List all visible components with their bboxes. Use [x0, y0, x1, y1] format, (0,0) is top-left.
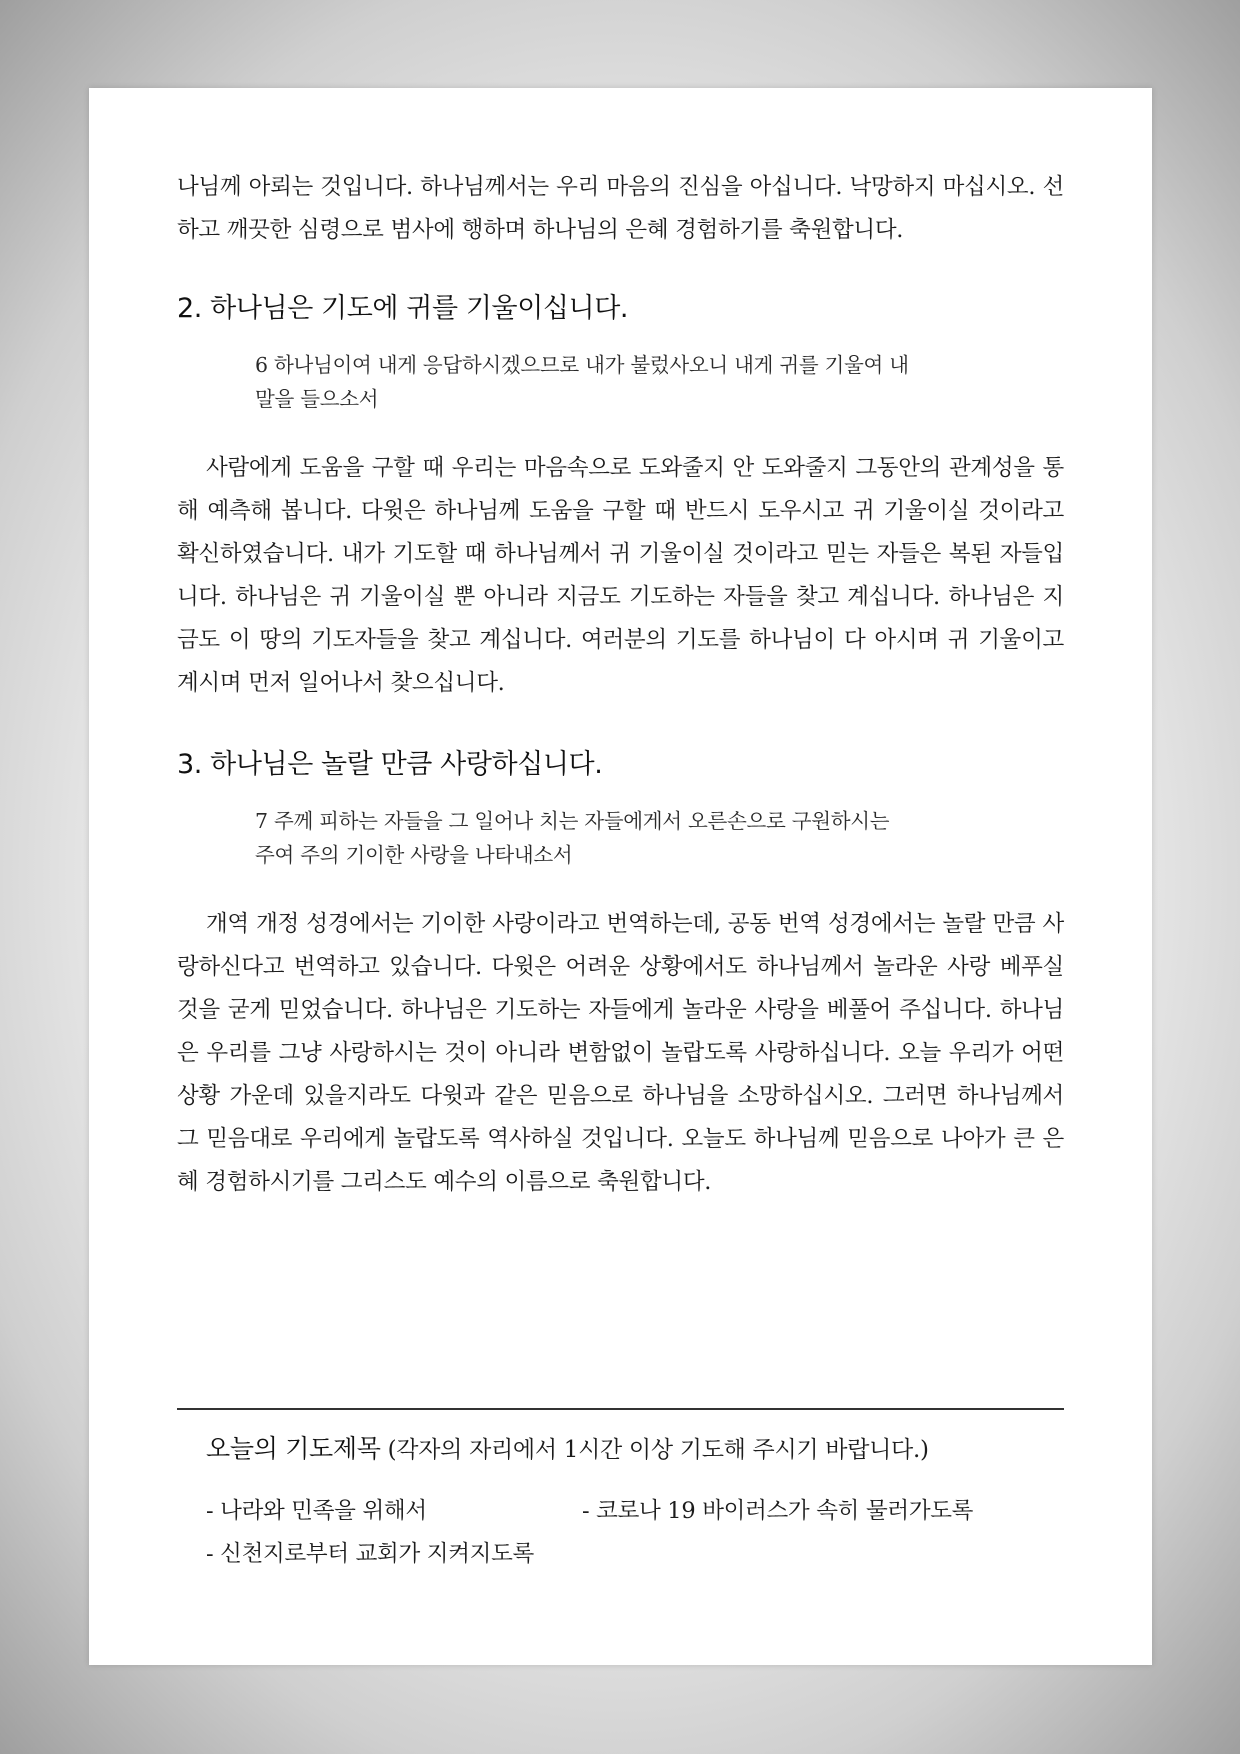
prayer-list [206, 1490, 1064, 1576]
sermon-content [177, 166, 1064, 1204]
section-2-heading: 2. 하나님은 기도에 귀를 기울이십니다. [177, 293, 629, 324]
scripture-line: 6 하나님이여 내게 응답하시겠으므로 내가 불렀사오니 내게 귀를 기울여 내 [255, 353, 909, 377]
prayer-subtitle: (각자의 자리에서 1시간 이상 기도해 주시기 바랍니다.) [387, 1437, 929, 1463]
prayer-requests-box [177, 1408, 1064, 1576]
prayer-item: - 나라와 민족을 위해서 [206, 1498, 427, 1524]
document-page [89, 88, 1152, 1665]
prayer-item: - 코로나 19 바이러스가 속히 물러가도록 [582, 1498, 974, 1524]
prayer-header [206, 1429, 1064, 1470]
section-3-scripture [177, 804, 1064, 872]
scripture-line: 주여 주의 기이한 사랑을 나타내소서 [255, 843, 573, 867]
section-2-scripture [177, 348, 1064, 416]
intro-paragraph: 나님께 아뢰는 것입니다. 하나님께서는 우리 마음의 진심을 아십니다. 낙망하지 마십시오. 선하고 깨끗한 심령으로 범사에 행하며 하나님의 은혜 경험하기를 축원합니다. [177, 174, 1064, 243]
section-3-heading: 3. 하나님은 놀랄 만큼 사랑하십니다. [177, 749, 603, 780]
prayer-title: 오늘의 기도제목 [206, 1434, 381, 1463]
section-2-body: 사람에게 도움을 구할 때 우리는 마음속으로 도와줄지 안 도와줄지 그동안의 관계성을 통해 예측해 봅니다. 다윗은 하나님께 도움을 구할 때 반드시 도우시고 귀 기울이실 것이라고 확신하였습니다. 내가 기도할 때 하나님께서 귀 기울이실 것이라고 믿는 자들은 복된 자들입니다. 하나님은 귀 기울이실 뿐 아니라 지금도 기도하는 자들을 찾고 계십니다. 하나님은 지금도 이 땅의 기도자들을 찾고 계십니다. 여러분의 기도를 하나님이 다 아시며 귀 기울이고 계시며 먼저 일어나서 찾으십니다. [177, 455, 1064, 696]
scripture-line: 말을 들으소서 [255, 387, 379, 411]
scripture-line: 7 주께 피하는 자들을 그 일어나 치는 자들에게서 오른손으로 구원하시는 [255, 809, 890, 833]
section-3-body: 개역 개정 성경에서는 기이한 사랑이라고 번역하는데, 공동 번역 성경에서는 놀랄 만큼 사랑하신다고 번역하고 있습니다. 다윗은 어려운 상황에서도 하나님께서 놀라운 사랑 베푸실 것을 굳게 믿었습니다. 하나님은 기도하는 자들에게 놀라운 사랑을 베풀어 주십니다. 하나님은 우리를 그냥 사랑하시는 것이 아니라 변함없이 놀랍도록 사랑하십니다. 오늘 우리가 어떤 상황 가운데 있을지라도 다윗과 같은 믿음으로 하나님을 소망하십시오. 그러면 하나님께서 그 믿음대로 우리에게 놀랍도록 역사하실 것입니다. 오늘도 하나님께 믿음으로 나아가 큰 은혜 경험하시기를 그리스도 예수의 이름으로 축원합니다. [177, 911, 1064, 1195]
prayer-item: - 신천지로부터 교회가 지켜지도록 [206, 1541, 534, 1567]
